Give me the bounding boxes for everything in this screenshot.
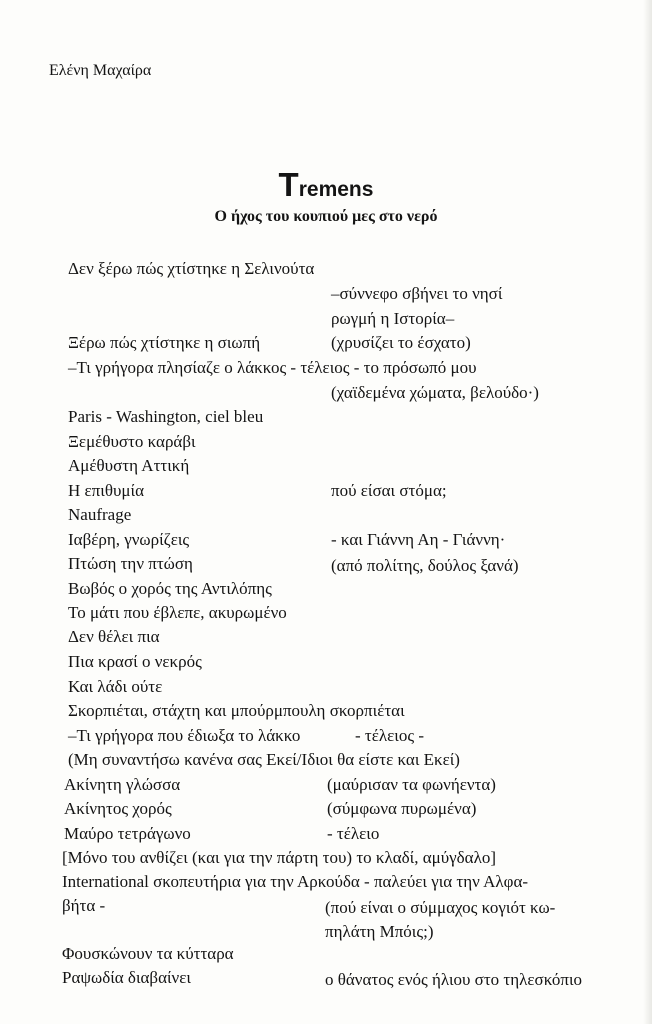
poem-line: –Τι γρήγορα πλησίαζε ο λάκκος - τέλειος - το πρόσωπό μου [68, 358, 477, 377]
poem-line: Βωβός ο χορός της Αντιλόπης [68, 579, 272, 598]
poem-line: Δεν θέλει πια [68, 627, 160, 646]
poem-line: Σκορπιέται, στάχτη και μπούρμπουλη σκορπιέται [68, 701, 405, 720]
poem-line: –σύννεφο σβήνει το νησί [331, 284, 503, 303]
poem-line: Και λάδι ούτε [68, 677, 163, 696]
poem-line: πηλάτη Μπόις;) [325, 922, 434, 941]
poem-line: (σύμφωνα πυρωμένα) [327, 799, 477, 818]
poem-line: Το μάτι που έβλεπε, ακυρωμένο [68, 603, 287, 622]
poem-line: (χρυσίζει το έσχατο) [331, 333, 471, 352]
poem-title-rest: remens [298, 178, 374, 201]
poem-line: ο θάνατος ενός ήλιου στο τηλεσκόπιο [325, 970, 583, 989]
poem-line: - τέλειος - [355, 726, 424, 745]
poem-title-initial: T [278, 166, 299, 203]
poem-line: –Τι γρήγορα που έδιωξα το λάκκο [68, 726, 301, 745]
poem-subtitle: Ο ήχος του κουπιού μες στο νερό [214, 208, 438, 225]
poem-line: Ακίνητος χορός [64, 799, 172, 818]
author-name: Ελένη Μαχαίρα [49, 62, 152, 79]
poem-line: Ραψωδία διαβαίνει [62, 968, 191, 987]
poem-line: - και Γιάννη Αη - Γιάννη· [331, 530, 506, 549]
poem-line: (μαύρισαν τα φωνήεντα) [327, 775, 496, 794]
poem-line: (χαϊδεμένα χώματα, βελούδο·) [331, 383, 539, 402]
poem-title [0, 166, 652, 204]
poem-line: Naufrage [68, 505, 132, 524]
poem-line: Η επιθυμία [68, 481, 144, 500]
poem-line: Ιαβέρη, γνωρίζεις [68, 530, 190, 549]
poem-line: International σκοπευτήρια για την Αρκούδα - παλεύει για την Αλφα- [62, 872, 529, 891]
poem-line: Ακίνητη γλώσσα [64, 775, 181, 794]
poem-line: Paris - Washington, ciel bleu [68, 407, 264, 426]
poem-line: Αμέθυστη Αττική [68, 456, 190, 475]
poem-line: - τέλειο [327, 824, 380, 843]
poem-line: (πού είναι ο σύμμαχος κογιότ κω- [325, 898, 556, 917]
poem-line: Πια κρασί ο νεκρός [68, 652, 202, 671]
poem-line: [Μόνο του ανθίζει (και για την πάρτη του) το κλαδί, αμύγδαλο] [62, 848, 496, 867]
poem-line: βήτα - [62, 896, 106, 915]
poem-line: ρωγμή η Ιστορία– [331, 309, 455, 328]
poem-line: πού είσαι στόμα; [331, 481, 447, 500]
poem-line: (από πολίτης, δούλος ξανά) [331, 556, 519, 575]
poem-line: Ξέρω πώς χτίστηκε η σιωπή [68, 333, 261, 352]
poem-line: Ξεμέθυστο καράβι [68, 432, 196, 451]
poem-line: Μαύρο τετράγωνο [64, 824, 191, 843]
poem-line: Δεν ξέρω πώς χτίστηκε η Σελινούτα [68, 259, 315, 278]
poem-line: Πτώση την πτώση [68, 554, 193, 573]
page-edge [643, 0, 652, 1024]
poem-line: (Μη συναντήσω κανένα σας Εκεί/Ιδιοι θα είστε και Εκεί) [68, 750, 460, 769]
poem-line: Φουσκώνουν τα κύτταρα [62, 944, 234, 963]
